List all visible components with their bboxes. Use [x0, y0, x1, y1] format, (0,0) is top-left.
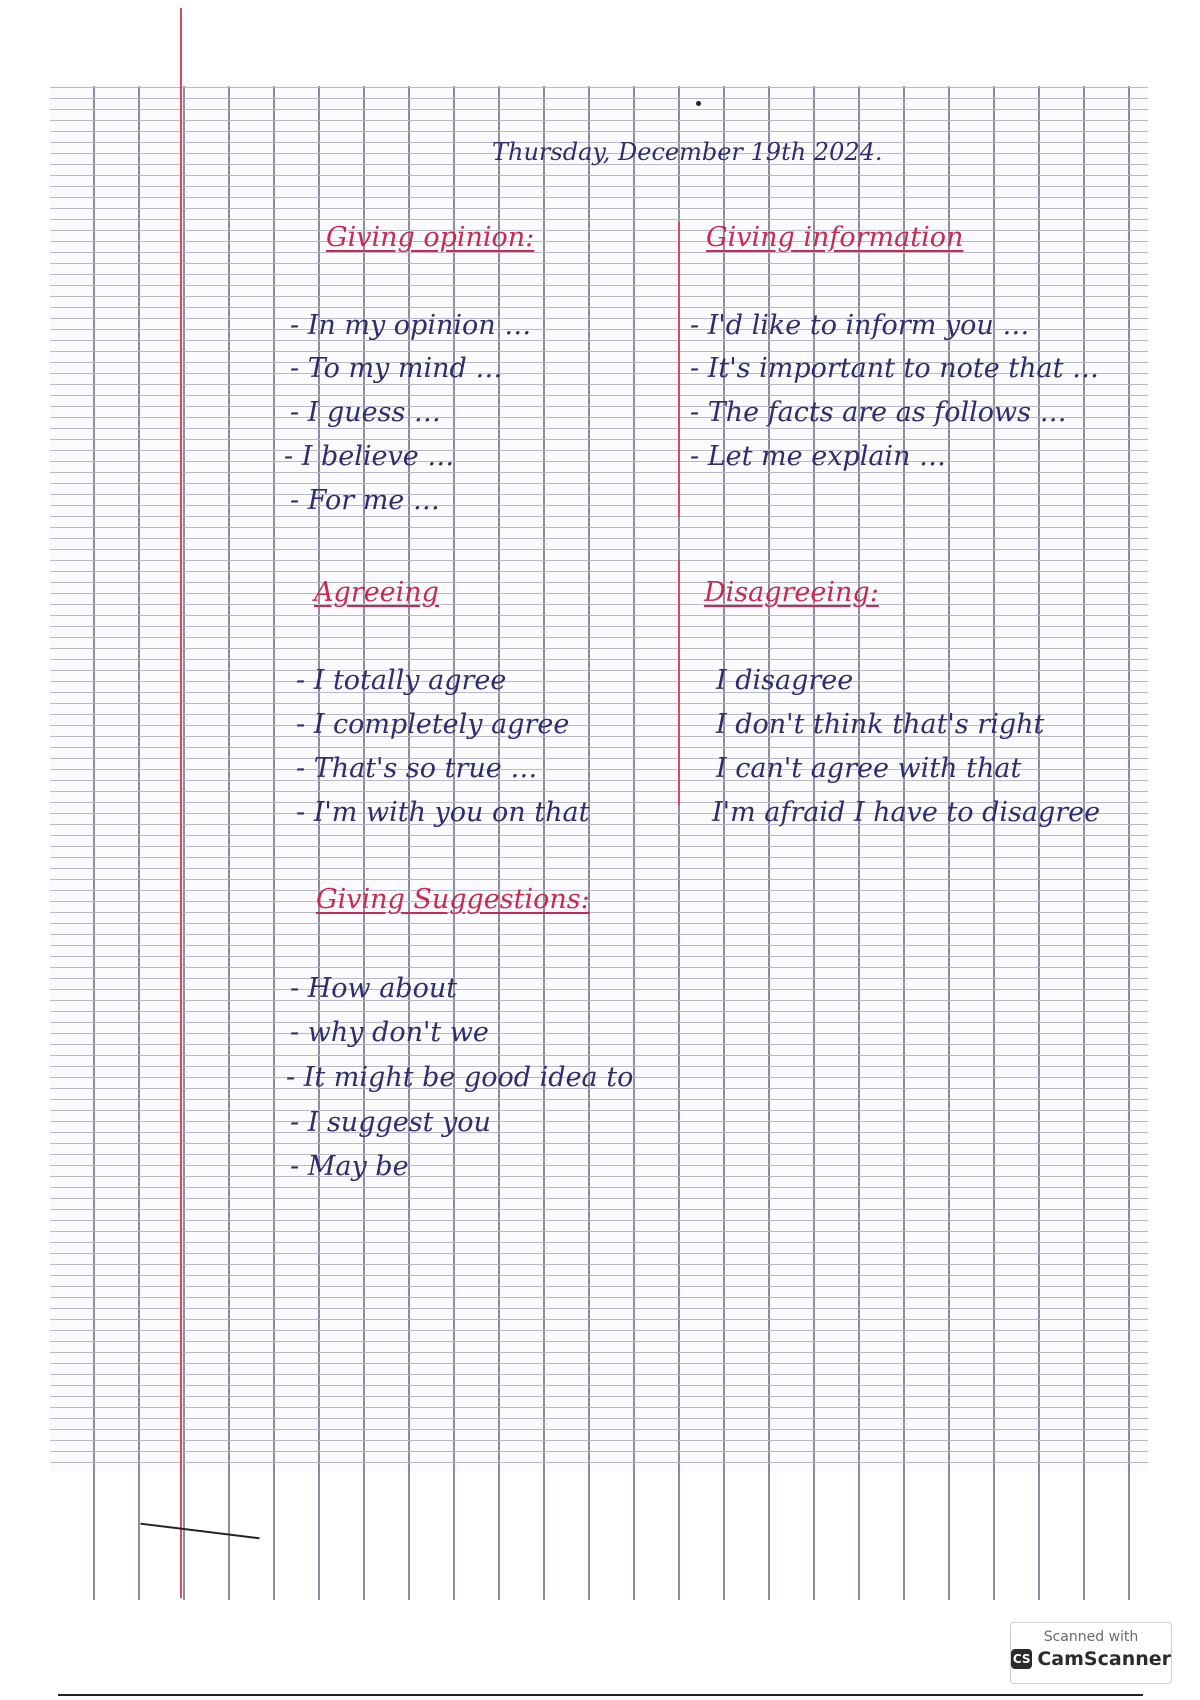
column-divider [678, 560, 680, 805]
camscanner-logo-icon: CS [1011, 1649, 1032, 1669]
heading-giving-opinion: Giving opinion: [326, 222, 535, 253]
list-item: - In my opinion … [290, 310, 532, 341]
list-item: - To my mind … [290, 353, 503, 384]
list-item: - It's important to note that … [690, 353, 1100, 384]
list-item: - I guess … [290, 397, 441, 428]
list-item: I'm afraid I have to disagree [712, 797, 1101, 828]
list-item: - I believe … [284, 441, 455, 472]
heading-giving-information: Giving information [706, 222, 964, 253]
ink-dot [696, 101, 701, 106]
badge-brand: CamScanner [1037, 1648, 1171, 1670]
list-item: - I'd like to inform you … [690, 310, 1030, 341]
list-item: - I suggest you [290, 1107, 491, 1138]
heading-disagreeing: Disagreeing: [704, 577, 879, 608]
badge-caption: Scanned with [1043, 1629, 1139, 1645]
list-item: - It might be good idea to [286, 1062, 634, 1093]
list-item: - Let me explain … [690, 441, 947, 472]
margin-line [180, 8, 182, 1598]
list-item: - For me … [290, 485, 440, 516]
page-date: Thursday, December 19th 2024. [492, 138, 883, 166]
list-item: - I totally agree [296, 665, 507, 696]
list-item: - I'm with you on that [296, 797, 590, 828]
badge-brand-row [1011, 1648, 1171, 1670]
bottom-rule [58, 1694, 1143, 1696]
heading-agreeing: Agreeing [314, 577, 439, 608]
camscanner-badge [1010, 1622, 1172, 1684]
list-item: - why don't we [290, 1017, 489, 1048]
column-divider [678, 222, 680, 517]
list-item: I don't think that's right [716, 709, 1045, 740]
list-item: - How about [290, 973, 458, 1004]
list-item: I can't agree with that [716, 753, 1022, 784]
list-item: - I completely agree [296, 709, 570, 740]
list-item: - That's so true … [296, 753, 538, 784]
list-item: I disagree [716, 665, 854, 696]
list-item: - May be [290, 1151, 409, 1182]
list-item: - The facts are as follows … [690, 397, 1067, 428]
heading-giving-suggestions: Giving Suggestions: [316, 884, 590, 915]
